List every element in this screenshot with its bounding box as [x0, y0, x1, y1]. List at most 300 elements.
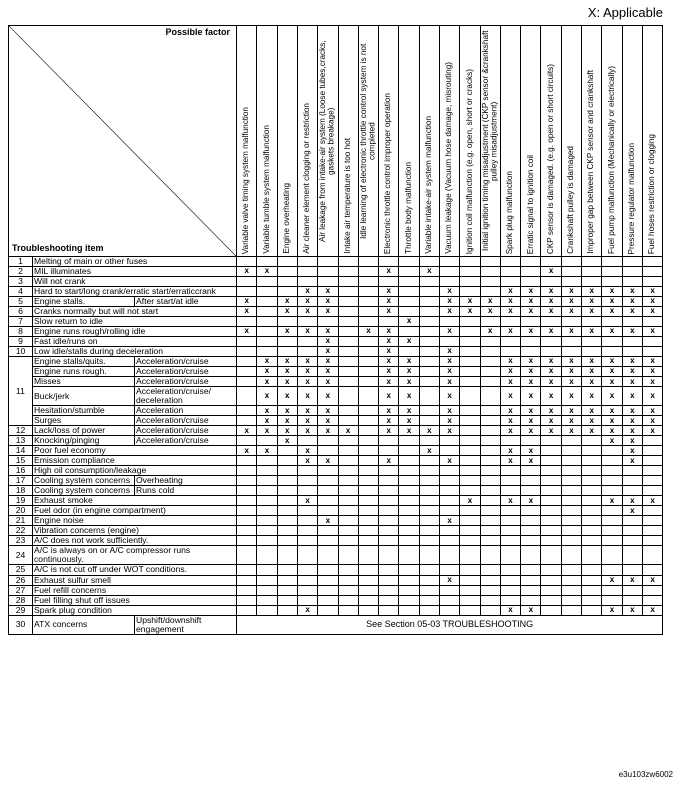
factor-cell [237, 456, 257, 466]
factor-cell [561, 456, 581, 466]
applicable-mark: x [427, 425, 432, 435]
factor-cell [277, 536, 297, 546]
factor-cell [277, 277, 297, 287]
factor-cell [642, 605, 662, 615]
factor-cell [237, 436, 257, 446]
factor-cell [277, 466, 297, 476]
factor-cell [297, 456, 317, 466]
factor-cell [338, 387, 358, 406]
item-description: A/C does not work sufficiently. [33, 536, 237, 546]
item-description: Engine runs rough. [33, 367, 135, 377]
factor-cell [582, 536, 602, 546]
factor-cell [358, 496, 378, 506]
factor-cell [237, 565, 257, 575]
applicable-mark: x [650, 575, 655, 584]
factor-label: Air cleaner element clogging or restriction [302, 103, 312, 254]
factor-cell [582, 446, 602, 456]
factor-cell [541, 367, 561, 377]
factor-cell [399, 297, 419, 307]
applicable-mark: x [285, 296, 290, 306]
factor-cell [582, 367, 602, 377]
factor-cell [358, 347, 378, 357]
factor-cell [277, 496, 297, 506]
factor-cell [460, 496, 480, 506]
factor-cell [419, 506, 439, 516]
factor-cell [561, 426, 581, 436]
applicable-mark: x [630, 286, 635, 296]
item-description: Will not crank [33, 277, 237, 287]
factor-cell [642, 595, 662, 605]
factor-cell [297, 436, 317, 446]
factor-cell [622, 496, 642, 506]
factor-cell [257, 526, 277, 536]
item-description: Exhaust smoke [33, 496, 237, 506]
factor-cell [439, 456, 459, 466]
applicable-mark: x [244, 326, 249, 336]
factor-cell [521, 546, 541, 565]
factor-cell [358, 595, 378, 605]
applicable-mark: x [447, 515, 452, 525]
factor-cell [237, 526, 257, 536]
applicable-mark: x [569, 366, 574, 376]
factor-cell [237, 367, 257, 377]
factor-header [399, 26, 419, 257]
factor-cell [642, 516, 662, 526]
factor-cell [500, 277, 520, 287]
factor-cell [460, 277, 480, 287]
table-row [9, 486, 663, 496]
factor-cell [480, 585, 500, 595]
factor-cell [642, 367, 662, 377]
factor-cell [480, 486, 500, 496]
factor-cell [480, 546, 500, 565]
factor-cell [358, 267, 378, 277]
applicable-mark: x [528, 415, 534, 425]
factor-cell [460, 337, 480, 347]
applicable-mark: x [589, 405, 594, 415]
factor-cell [318, 466, 338, 476]
factor-cell [379, 565, 399, 575]
applicable-mark: x [528, 405, 534, 415]
factor-cell [439, 347, 459, 357]
item-number: 27 [9, 585, 33, 595]
factor-cell [622, 416, 642, 426]
factor-cell [358, 327, 378, 337]
applicable-mark: x [630, 391, 635, 401]
factor-cell [541, 446, 561, 456]
factor-cell [237, 585, 257, 595]
factor-cell [338, 297, 358, 307]
applicable-mark: x [548, 415, 554, 425]
table-row [9, 367, 663, 377]
factor-cell [338, 267, 358, 277]
applicable-mark: x [630, 296, 635, 306]
applicable-mark: x [630, 445, 635, 455]
factor-cell [561, 466, 581, 476]
factor-cell [257, 446, 277, 456]
item-number: 4 [9, 287, 33, 297]
factor-cell [439, 357, 459, 367]
factor-cell [399, 595, 419, 605]
factor-cell [257, 506, 277, 516]
item-condition: Acceleration/cruise/ deceleration [135, 387, 237, 406]
factor-cell [237, 426, 257, 436]
item-description: Engine noise [33, 516, 237, 526]
factor-cell [318, 536, 338, 546]
factor-cell [318, 575, 338, 585]
factor-cell [521, 565, 541, 575]
factor-cell [358, 257, 378, 267]
factor-cell [419, 526, 439, 536]
factor-cell [521, 307, 541, 317]
factor-cell [439, 605, 459, 615]
table-row [9, 327, 663, 337]
factor-cell [277, 565, 297, 575]
item-description: Buck/jerk [33, 387, 135, 406]
factor-cell [358, 585, 378, 595]
factor-cell [297, 416, 317, 426]
factor-cell [379, 605, 399, 615]
item-number: 11 [9, 357, 33, 426]
factor-cell [622, 357, 642, 367]
header-corner [9, 26, 237, 257]
factor-header [277, 26, 297, 257]
applicable-mark: x [325, 286, 331, 296]
table-row [9, 357, 663, 367]
factor-cell [439, 337, 459, 347]
factor-cell [419, 317, 439, 327]
factor-label: Idle learning of electronic throttle control system is not completed [358, 43, 377, 239]
factor-cell [582, 456, 602, 466]
factor-cell [521, 486, 541, 496]
item-description: Fuel odor (in engine compartment) [33, 506, 237, 516]
item-description: Low idle/stalls during deceleration [33, 347, 237, 357]
factor-cell [399, 327, 419, 337]
factor-cell [642, 565, 662, 575]
factor-cell [500, 536, 520, 546]
factor-cell [379, 546, 399, 565]
applicable-mark: x [548, 366, 554, 376]
factor-cell [541, 277, 561, 287]
factor-cell [277, 486, 297, 496]
factor-cell [399, 436, 419, 446]
applicable-mark: x [305, 366, 310, 376]
factor-cell [480, 605, 500, 615]
item-description: Poor fuel economy [33, 446, 237, 456]
factor-cell [318, 317, 338, 327]
factor-cell [379, 267, 399, 277]
factor-header [237, 26, 257, 257]
table-row [9, 585, 663, 595]
item-number: 3 [9, 277, 33, 287]
factor-cell [480, 526, 500, 536]
factor-cell [318, 267, 338, 277]
factor-cell [480, 565, 500, 575]
factor-cell [521, 357, 541, 367]
factor-cell [318, 595, 338, 605]
factor-cell [602, 416, 622, 426]
factor-cell [419, 436, 439, 446]
applicable-mark: x [589, 286, 594, 296]
factor-header [561, 26, 581, 257]
factor-cell [642, 526, 662, 536]
factor-cell [237, 267, 257, 277]
applicable-mark: x [589, 415, 594, 425]
factor-cell [622, 307, 642, 317]
applicable-mark: x [508, 326, 513, 336]
applicable-mark: x [386, 326, 391, 336]
applicable-mark: x [528, 425, 534, 435]
table-row [9, 267, 663, 277]
applicable-mark: x [650, 605, 655, 614]
factor-cell [561, 307, 581, 317]
factor-cell [237, 476, 257, 486]
factor-cell [642, 536, 662, 546]
factor-cell [480, 337, 500, 347]
applicable-mark: x [366, 326, 371, 336]
factor-label: Fuel hoses restriction or clogging [647, 133, 657, 254]
factor-cell [257, 387, 277, 406]
factor-cell [237, 357, 257, 367]
factor-cell [399, 257, 419, 267]
applicable-mark: x [508, 376, 513, 386]
factor-cell [379, 595, 399, 605]
applicable-mark: x [528, 326, 534, 336]
factor-cell [460, 357, 480, 367]
factor-cell [257, 377, 277, 387]
factor-cell [237, 377, 257, 387]
factor-cell [237, 327, 257, 337]
applicable-mark: x [630, 366, 635, 376]
factor-header [338, 26, 358, 257]
factor-cell [318, 347, 338, 357]
factor-cell [297, 466, 317, 476]
factor-cell [521, 406, 541, 416]
factor-cell [541, 585, 561, 595]
factor-cell [338, 486, 358, 496]
factor-cell [642, 327, 662, 337]
applicable-mark: x [447, 425, 452, 435]
factor-cell [602, 605, 622, 615]
applicable-mark: x [609, 425, 615, 435]
factor-cell [521, 327, 541, 337]
factor-cell [297, 406, 317, 416]
factor-cell [561, 516, 581, 526]
item-number: 16 [9, 466, 33, 476]
factor-cell [541, 546, 561, 565]
applicable-mark: x [630, 356, 635, 366]
factor-label: Electronic throttle control improper operation [383, 92, 393, 254]
factor-cell [297, 575, 317, 585]
factor-cell [419, 327, 439, 337]
factor-cell [399, 536, 419, 546]
applicable-mark: x [650, 405, 655, 415]
factor-cell [358, 317, 378, 327]
factor-cell [582, 575, 602, 585]
factor-cell [297, 585, 317, 595]
factor-cell [257, 476, 277, 486]
applicable-mark: x [630, 425, 635, 435]
table-row [9, 536, 663, 546]
factor-cell [419, 516, 439, 526]
factor-cell [460, 387, 480, 406]
factor-cell [642, 307, 662, 317]
factor-label: Spark plug malfunction [505, 170, 515, 254]
factor-cell [419, 476, 439, 486]
applicable-mark: x [589, 356, 594, 366]
factor-cell [318, 337, 338, 347]
table-row [9, 466, 663, 476]
applicable-mark: x [447, 366, 452, 376]
factor-cell [399, 565, 419, 575]
table-row [9, 297, 663, 307]
factor-cell [541, 337, 561, 347]
factor-cell [521, 476, 541, 486]
factor-cell [582, 476, 602, 486]
item-description: Cranks normally but will not start [33, 307, 237, 317]
applicable-mark: x [488, 326, 493, 336]
table-row [9, 287, 663, 297]
item-description: MIL illuminates [33, 267, 237, 277]
factor-cell [500, 317, 520, 327]
factor-cell [582, 327, 602, 337]
applicable-mark: x [447, 575, 452, 584]
factor-cell [439, 377, 459, 387]
factor-cell [358, 426, 378, 436]
factor-cell [582, 287, 602, 297]
factor-cell [257, 496, 277, 506]
applicable-mark: x [325, 296, 331, 306]
applicable-mark: x [508, 356, 513, 366]
table-row [9, 516, 663, 526]
applicable-mark: x [467, 495, 473, 505]
factor-cell [277, 347, 297, 357]
factor-cell [541, 347, 561, 357]
factor-cell [257, 416, 277, 426]
applicable-mark: x [589, 376, 594, 386]
factor-cell [582, 277, 602, 287]
factor-cell [338, 347, 358, 357]
factor-cell [338, 377, 358, 387]
factor-cell [257, 466, 277, 476]
factor-cell [602, 287, 622, 297]
applicable-mark: x [569, 306, 574, 316]
factor-cell [338, 546, 358, 565]
factor-cell [480, 357, 500, 367]
factor-cell [500, 287, 520, 297]
applicable-mark: x [650, 425, 655, 435]
factor-cell [257, 257, 277, 267]
factor-cell [582, 377, 602, 387]
factor-cell [338, 476, 358, 486]
factor-cell [379, 317, 399, 327]
applicable-mark: x [406, 391, 412, 401]
applicable-mark: x [650, 495, 655, 505]
factor-header [460, 26, 480, 257]
factor-cell [642, 496, 662, 506]
applicable-mark: x [386, 266, 391, 276]
table-row [9, 546, 663, 565]
applicable-mark: x [569, 326, 574, 336]
applicable-mark: x [325, 425, 331, 435]
factor-cell [582, 406, 602, 416]
factor-cell [277, 476, 297, 486]
factor-cell [399, 377, 419, 387]
applicable-mark: x [447, 356, 452, 366]
factor-cell [237, 277, 257, 287]
applicable-mark: x [609, 495, 615, 505]
factor-cell [561, 416, 581, 426]
factor-cell [257, 287, 277, 297]
applicable-mark: x [630, 505, 635, 515]
factor-cell [521, 585, 541, 595]
factor-cell [297, 476, 317, 486]
applicable-mark: x [609, 366, 615, 376]
factor-cell [379, 585, 399, 595]
applicable-mark: x [406, 336, 412, 346]
applicable-mark: x [325, 391, 331, 401]
factor-cell [500, 387, 520, 406]
factor-cell [358, 387, 378, 406]
factor-cell [379, 387, 399, 406]
item-number: 15 [9, 456, 33, 466]
factor-cell [439, 476, 459, 486]
factor-cell [439, 575, 459, 585]
factor-cell [460, 456, 480, 466]
factor-cell [541, 257, 561, 267]
factor-cell [622, 377, 642, 387]
factor-cell [460, 416, 480, 426]
factor-cell [338, 496, 358, 506]
factor-cell [500, 357, 520, 367]
factor-cell [297, 595, 317, 605]
table-row [9, 307, 663, 317]
factor-header [500, 26, 520, 257]
factor-cell [541, 506, 561, 516]
factor-cell [399, 456, 419, 466]
factor-cell [338, 456, 358, 466]
factor-cell [541, 426, 561, 436]
factor-cell [521, 277, 541, 287]
factor-cell [480, 436, 500, 446]
applicable-mark: x [244, 296, 249, 306]
factor-cell [439, 267, 459, 277]
factor-cell [622, 565, 642, 575]
factor-cell [622, 526, 642, 536]
factor-cell [379, 367, 399, 377]
factor-cell [419, 406, 439, 416]
applicable-mark: x [528, 296, 534, 306]
factor-cell [338, 585, 358, 595]
factor-cell [318, 307, 338, 317]
factor-cell [257, 595, 277, 605]
factor-cell [500, 297, 520, 307]
factor-cell [521, 446, 541, 456]
factor-cell [460, 536, 480, 546]
factor-cell [297, 317, 317, 327]
applicable-mark: x [548, 425, 554, 435]
applicable-mark: x [650, 286, 655, 296]
factor-cell [541, 486, 561, 496]
factor-cell [602, 337, 622, 347]
factor-cell [460, 317, 480, 327]
factor-cell [439, 496, 459, 506]
applicable-mark: x [285, 376, 290, 386]
factor-cell [642, 297, 662, 307]
factor-cell [521, 347, 541, 357]
factor-cell [277, 575, 297, 585]
applicable-mark: x [406, 356, 412, 366]
